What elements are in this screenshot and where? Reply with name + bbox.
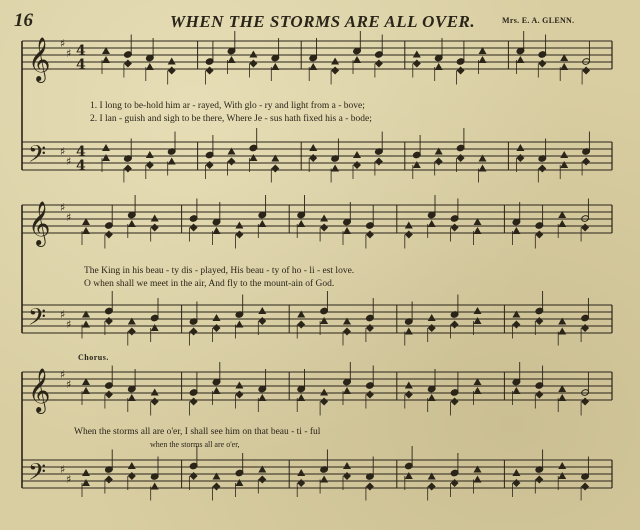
shape-note-diamond <box>366 324 374 332</box>
shape-note-diamond <box>581 398 589 406</box>
shape-note-diamond <box>343 472 351 480</box>
sharp-sign: ♯ <box>66 378 72 391</box>
shape-note-diamond <box>457 154 465 162</box>
shape-note-diamond <box>206 161 214 169</box>
shape-note-diamond <box>516 154 524 162</box>
shape-note-triangle <box>249 154 257 161</box>
shape-note-diamond <box>190 328 198 336</box>
shape-note-triangle <box>479 56 487 63</box>
time-signature-bottom: 4 <box>76 57 86 73</box>
shape-note-triangle <box>560 63 568 70</box>
shape-note-diamond <box>105 231 113 239</box>
shape-note-diamond <box>309 154 317 162</box>
shape-note-diamond <box>535 476 543 484</box>
shape-note-diamond <box>105 391 113 399</box>
shape-note-diamond <box>320 398 328 406</box>
shape-note-diamond <box>105 317 113 325</box>
shape-note-triangle <box>558 328 566 335</box>
sharp-sign: ♯ <box>60 201 66 214</box>
shape-note-triangle <box>512 387 520 394</box>
treble-clef: 𝄞 <box>28 37 51 81</box>
shape-note-triangle <box>512 227 520 234</box>
shape-note-triangle <box>474 227 482 234</box>
shape-note-triangle <box>331 58 339 65</box>
shape-note-triangle <box>309 144 317 151</box>
lyric-line-s2-v1: The King in his beau - ty dis - played, His beau - ty of ho - li - est love. <box>84 266 355 276</box>
shape-note-diamond <box>405 231 413 239</box>
shape-note-diamond <box>375 60 383 68</box>
shape-note-triangle <box>405 472 413 479</box>
shape-note-diamond <box>428 324 436 332</box>
shape-note-diamond <box>258 317 266 325</box>
shape-note-diamond <box>297 321 305 329</box>
shape-note-diamond <box>435 158 443 166</box>
shape-note-triangle <box>102 56 110 63</box>
shape-note-diamond <box>451 398 459 406</box>
shape-note-diamond <box>582 158 590 166</box>
shape-note-diamond <box>190 398 198 406</box>
sharp-sign: ♯ <box>60 308 66 321</box>
lyric-line-chorus-2: when the storms all are o'er, <box>150 440 240 449</box>
sharp-sign: ♯ <box>66 318 72 331</box>
shape-note-triangle <box>151 215 159 222</box>
shape-note-triangle <box>213 227 221 234</box>
shape-note-diamond <box>124 60 132 68</box>
lyric-line-s1-v1: 1. I long to be-hold him ar - rayed, With glo - ry and light from a - bove; <box>90 101 365 111</box>
shape-note-triangle <box>343 227 351 234</box>
shape-note-triangle <box>343 387 351 394</box>
shape-note-diamond <box>271 165 279 173</box>
shape-note-triangle <box>474 317 482 324</box>
shape-note-triangle <box>213 314 221 321</box>
shape-note-triangle <box>213 387 221 394</box>
lyric-line-s2-v2: O when shall we meet in the air, And fly to the mount-ain of God. <box>84 279 335 289</box>
shape-note-triangle <box>560 161 568 168</box>
shape-note-diamond <box>206 67 214 75</box>
shape-note-diamond <box>105 476 113 484</box>
shape-note-diamond <box>168 67 176 75</box>
shape-note-triangle <box>151 483 159 490</box>
shape-note-triangle <box>82 469 90 476</box>
shape-note-diamond <box>343 328 351 336</box>
shape-note-triangle <box>413 161 421 168</box>
shape-note-diamond <box>581 483 589 491</box>
shape-note-diamond <box>538 60 546 68</box>
shape-note-triangle <box>258 394 266 401</box>
shape-note-diamond <box>190 224 198 232</box>
shape-note-diamond <box>320 224 328 232</box>
sharp-sign: ♯ <box>66 211 72 224</box>
shape-note-triangle <box>297 394 305 401</box>
shape-note-diamond <box>235 391 243 399</box>
shape-note-diamond <box>151 398 159 406</box>
shape-note-triangle <box>479 165 487 172</box>
shape-note-triangle <box>235 479 243 486</box>
shape-note-diamond <box>451 479 459 487</box>
shape-note-diamond <box>124 165 132 173</box>
shape-note-triangle <box>516 144 524 151</box>
shape-note-triangle <box>128 462 136 469</box>
shape-note-triangle <box>168 58 176 65</box>
shape-note-diamond <box>258 476 266 484</box>
time-signature-bottom: 4 <box>76 158 86 174</box>
shape-note-diamond <box>428 483 436 491</box>
shape-note-triangle <box>128 394 136 401</box>
shape-note-triangle <box>353 151 361 158</box>
shape-note-triangle <box>146 63 154 70</box>
sharp-sign: ♯ <box>66 155 72 168</box>
shape-note-triangle <box>235 222 243 229</box>
shape-note-diamond <box>235 231 243 239</box>
shape-note-diamond <box>151 224 159 232</box>
sharp-sign: ♯ <box>60 368 66 381</box>
shape-note-diamond <box>128 472 136 480</box>
shape-note-triangle <box>331 165 339 172</box>
treble-clef: 𝄞 <box>28 201 51 245</box>
shape-note-triangle <box>428 220 436 227</box>
shape-note-diamond <box>535 317 543 325</box>
shape-note-triangle <box>516 56 524 63</box>
shape-note-triangle <box>235 321 243 328</box>
shape-note-diamond <box>128 328 136 336</box>
shape-note-triangle <box>151 324 159 331</box>
bass-clef: 𝄢 <box>28 303 47 336</box>
bass-clef: 𝄢 <box>28 458 47 491</box>
shape-note-diamond <box>213 324 221 332</box>
shape-note-triangle <box>128 220 136 227</box>
shape-note-diamond <box>146 161 154 169</box>
shape-note-triangle <box>102 144 110 151</box>
page-number: 16 <box>14 10 33 31</box>
shape-note-diamond <box>512 321 520 329</box>
shape-note-triangle <box>151 389 159 396</box>
shape-note-triangle <box>228 56 236 63</box>
shape-note-triangle <box>82 387 90 394</box>
shape-note-diamond <box>297 479 305 487</box>
shape-note-diamond <box>581 224 589 232</box>
bass-clef: 𝄢 <box>28 140 47 173</box>
shape-note-triangle <box>146 151 154 158</box>
shape-note-diamond <box>535 391 543 399</box>
shape-note-diamond <box>213 483 221 491</box>
shape-note-diamond <box>582 67 590 75</box>
shape-note-triangle <box>320 317 328 324</box>
shape-note-triangle <box>558 220 566 227</box>
shape-note-diamond <box>353 161 361 169</box>
shape-note-triangle <box>343 462 351 469</box>
hymn-title: WHEN THE STORMS ARE ALL OVER. <box>170 12 476 31</box>
shape-note-diamond <box>405 391 413 399</box>
shape-note-diamond <box>457 67 465 75</box>
shape-note-diamond <box>535 231 543 239</box>
shape-note-triangle <box>474 387 482 394</box>
time-signature-top: 4 <box>76 144 86 160</box>
shape-note-diamond <box>228 158 236 166</box>
sharp-sign: ♯ <box>66 473 72 486</box>
shape-note-diamond <box>366 483 374 491</box>
shape-note-triangle <box>309 63 317 70</box>
shape-note-diamond <box>366 391 374 399</box>
shape-note-triangle <box>560 151 568 158</box>
sharp-sign: ♯ <box>60 145 66 158</box>
hymn-author: Mrs. E. A. GLENN. <box>502 16 575 25</box>
shape-note-triangle <box>558 394 566 401</box>
shape-note-triangle <box>320 389 328 396</box>
shape-note-triangle <box>428 314 436 321</box>
shape-note-diamond <box>331 67 339 75</box>
shape-note-triangle <box>258 220 266 227</box>
shape-note-triangle <box>258 307 266 314</box>
shape-note-triangle <box>353 56 361 63</box>
shape-note-triangle <box>558 462 566 469</box>
shape-note-triangle <box>405 382 413 389</box>
shape-note-triangle <box>82 321 90 328</box>
shape-note-triangle <box>474 307 482 314</box>
shape-note-diamond <box>375 158 383 166</box>
shape-note-triangle <box>320 476 328 483</box>
shape-note-triangle <box>235 382 243 389</box>
shape-note-triangle <box>102 154 110 161</box>
sharp-sign: ♯ <box>66 47 72 60</box>
shape-note-triangle <box>474 476 482 483</box>
shape-note-triangle <box>405 222 413 229</box>
shape-note-triangle <box>435 63 443 70</box>
shape-note-triangle <box>428 394 436 401</box>
shape-note-diamond <box>366 231 374 239</box>
shape-note-diamond <box>538 165 546 173</box>
shape-note-triangle <box>512 469 520 476</box>
sharp-sign: ♯ <box>60 37 66 50</box>
shape-note-diamond <box>249 60 257 68</box>
sharp-sign: ♯ <box>60 463 66 476</box>
chorus-label: Chorus. <box>78 353 109 362</box>
treble-clef: 𝄞 <box>28 368 51 412</box>
lyric-line-s1-v2: 2. I lan - guish and sigh to be there, Where Je - sus hath fixed his a - bode; <box>90 114 372 124</box>
shape-note-triangle <box>297 220 305 227</box>
shape-note-diamond <box>190 472 198 480</box>
shape-note-diamond <box>451 224 459 232</box>
shape-note-triangle <box>320 215 328 222</box>
shape-note-triangle <box>405 328 413 335</box>
shape-note-diamond <box>581 324 589 332</box>
shape-note-triangle <box>558 472 566 479</box>
lyric-line-chorus-1: When the storms all are o'er, I shall see him on that beau - ti - ful <box>74 427 321 437</box>
shape-note-triangle <box>168 158 176 165</box>
shape-note-diamond <box>413 60 421 68</box>
shape-note-triangle <box>82 227 90 234</box>
shape-note-diamond <box>451 321 459 329</box>
shape-note-triangle <box>297 469 305 476</box>
shape-note-triangle <box>249 51 257 58</box>
time-signature-top: 4 <box>76 43 86 59</box>
shape-note-triangle <box>82 479 90 486</box>
shape-note-triangle <box>271 63 279 70</box>
shape-note-triangle <box>413 51 421 58</box>
shape-note-diamond <box>512 479 520 487</box>
